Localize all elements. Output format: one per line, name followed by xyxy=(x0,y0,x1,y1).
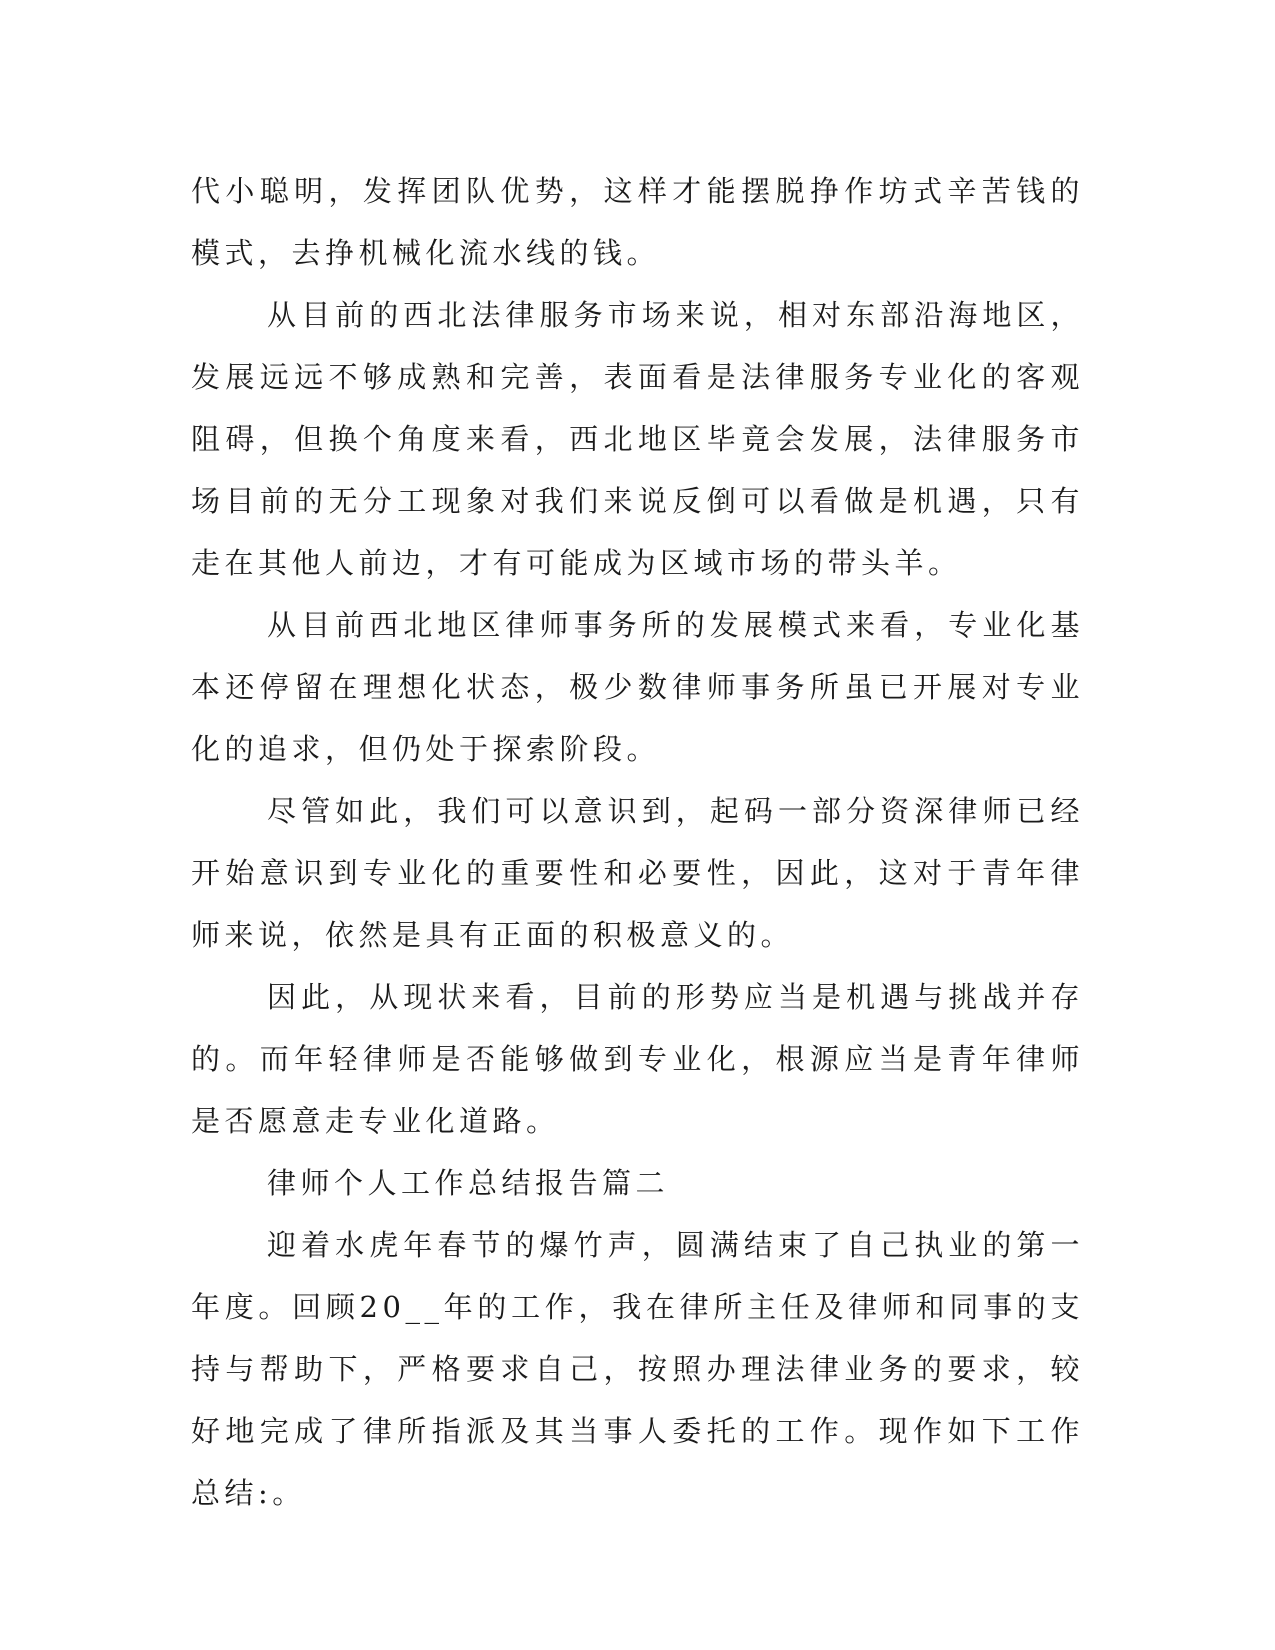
paragraph-opportunity-challenge: 因此，从现状来看，目前的形势应当是机遇与挑战并存的。而年轻律师是否能够做到专业化，根源应当是青年律师是否愿意走专业化道路。 xyxy=(191,980,1084,1138)
paragraph-law-firm-model: 从目前西北地区律师事务所的发展模式来看，专业化基本还停留在理想化状态，极少数律师事务所虽已开展对专业化的追求，但仍处于探索阶段。 xyxy=(191,608,1084,766)
section-heading: 律师个人工作总结报告篇二 xyxy=(267,1166,670,1200)
paragraph-continuation: 代小聪明，发挥团队优势，这样才能摆脱挣作坊式辛苦钱的模式，去挣机械化流水线的钱。 xyxy=(191,174,1084,270)
paragraph-northwest-market: 从目前的西北法律服务市场来说，相对东部沿海地区，发展远远不够成熟和完善，表面看是法律服务专业化的客观阻碍，但换个角度来看，西北地区毕竟会发展，法律服务市场目前的无分工现象对我们来说反倒可以看做是机遇，只有走在其他人前边，才有可能成为区域市场的带头羊。 xyxy=(191,298,1084,580)
paragraph-senior-lawyers: 尽管如此，我们可以意识到，起码一部分资深律师已经开始意识到专业化的重要性和必要性，因此，这对于青年律师来说，依然是具有正面的积极意义的。 xyxy=(191,794,1084,952)
paragraph-year-summary: 迎着水虎年春节的爆竹声，圆满结束了自己执业的第一年度。回顾20__年的工作，我在律所主任及律师和同事的支持与帮助下，严格要求自己，按照办理法律业务的要求，较好地完成了律所指派及其当事人委托的工作。现作如下工作总结:。 xyxy=(191,1228,1084,1510)
document-body xyxy=(191,160,1084,1524)
